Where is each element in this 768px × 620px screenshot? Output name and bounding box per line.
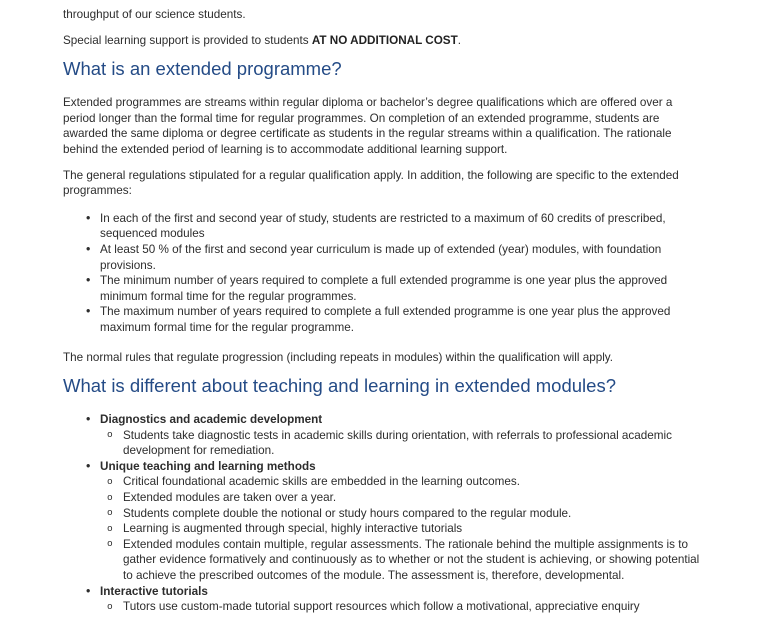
bullet-title-unique-methods: Unique teaching and learning methods	[100, 459, 316, 473]
sub-list	[100, 599, 706, 615]
sub-list-item: o Learning is augmented through special, highly interactive tutorials	[100, 521, 706, 537]
support-text-suffix: .	[457, 33, 461, 47]
list-item	[63, 459, 706, 584]
regulations-bullet-list	[63, 211, 706, 336]
sub-list-item: o Extended modules are taken over a year.	[100, 490, 706, 506]
list-item: • The minimum number of years required to complete a full extended programme is one year plus the approved minimum formal time for the regular programmes.	[63, 273, 706, 304]
list-item: • In each of the first and second year of study, students are restricted to a maximum of 60 credits of prescribed, sequenced modules	[63, 211, 706, 242]
bullet-title-diagnostics: Diagnostics and academic development	[100, 413, 323, 427]
sub-list-item: o Extended modules contain multiple, regular assessments. The rationale behind the multiple assignments is to gather evidence formatively and continuously as to whether or not the student is achieving, or showing potential to achieve the prescribed outcomes of the module. The assessment is, therefore, developmental.	[100, 537, 706, 584]
sub-list-item: o Tutors use custom-made tutorial support resources which follow a motivational, appreciative enquiry	[100, 599, 706, 615]
sub-list	[100, 428, 706, 459]
sub-list-item: o Students complete double the notional or study hours compared to the regular module.	[100, 506, 706, 522]
paragraph-general-regulations: The general regulations stipulated for a regular qualification apply. In addition, the following are specific to the extended programmes:	[63, 168, 679, 198]
list-item	[63, 584, 706, 615]
support-text-prefix: Special learning support is provided to students	[63, 33, 312, 47]
list-item: • At least 50 % of the first and second year curriculum is made up of extended (year) modules, with foundation provisions.	[63, 242, 706, 273]
heading-what-is-extended-programme: What is an extended programme?	[63, 58, 342, 80]
paragraph-programme-definition: Extended programmes are streams within regular diploma or bachelor’s degree qualifications which are offered over a period longer than the formal time for regular programmes. On completion of an extended programme, students are awarded the same diploma or degree certificate as students in the regular streams within a qualification. The rationale behind the extended period of learning is to accommodate additional learning support.	[63, 96, 673, 156]
list-item: • The maximum number of years required to complete a full extended programme is one year plus the approved maximum formal time for the regular programme.	[63, 304, 706, 335]
paragraph-normal-rules: The normal rules that regulate progression (including repeats in modules) within the qualification will apply.	[63, 350, 614, 364]
bullet-title-interactive-tutorials: Interactive tutorials	[100, 584, 208, 598]
teaching-bullet-list	[63, 412, 706, 615]
sub-list-item: o Students take diagnostic tests in academic skills during orientation, with referrals to professional academic development for remediation.	[100, 428, 706, 459]
sub-list	[100, 474, 706, 583]
paragraph-throughput-tail: throughput of our science students.	[63, 8, 246, 21]
list-item	[63, 412, 706, 459]
support-text-bold: AT NO ADDITIONAL COST	[311, 33, 458, 47]
heading-teaching-and-learning: What is different about teaching and learning in extended modules?	[63, 375, 616, 397]
paragraph-special-support	[63, 33, 706, 49]
sub-list-item: o Critical foundational academic skills are embedded in the learning outcomes.	[100, 474, 706, 490]
